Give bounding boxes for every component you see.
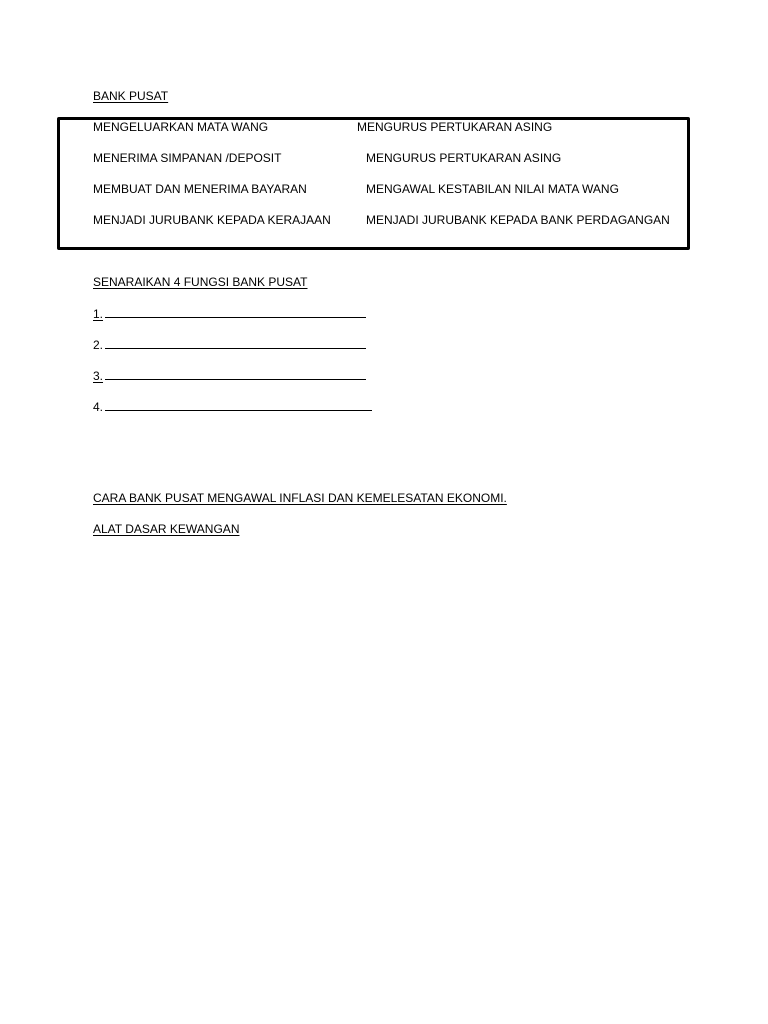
- answer-number: 1.: [93, 307, 104, 321]
- function-right-2: MENGURUS PERTUKARAN ASING: [366, 151, 562, 165]
- function-left-4: MENJADI JURUBANK KEPADA KERAJAAN: [93, 213, 331, 227]
- answer-number: 4.: [93, 400, 104, 414]
- function-right-1: MENGURUS PERTUKARAN ASING: [357, 120, 553, 134]
- question-heading: SENARAIKAN 4 FUNGSI BANK PUSAT: [93, 275, 308, 289]
- answer-number: 2.: [93, 338, 104, 352]
- function-left-2: MENERIMA SIMPANAN /DEPOSIT: [93, 151, 282, 165]
- function-right-3: MENGAWAL KESTABILAN NILAI MATA WANG: [366, 182, 619, 196]
- section-heading: CARA BANK PUSAT MENGAWAL INFLASI DAN KEMELESATAN EKONOMI.: [93, 491, 507, 505]
- function-right-4: MENJADI JURUBANK KEPADA BANK PERDAGANGAN: [366, 213, 670, 227]
- page-title: BANK PUSAT: [93, 89, 169, 103]
- answer-blank[interactable]: [105, 337, 366, 349]
- subheading: ALAT DASAR KEWANGAN: [93, 522, 240, 536]
- answer-number: 3.: [93, 369, 104, 383]
- function-left-3: MEMBUAT DAN MENERIMA BAYARAN: [93, 182, 307, 196]
- answer-line-2[interactable]: [93, 337, 366, 352]
- answer-blank[interactable]: [105, 368, 366, 380]
- answer-blank[interactable]: [105, 306, 366, 318]
- answer-line-4[interactable]: [93, 399, 372, 414]
- function-left-1: MENGELUARKAN MATA WANG: [93, 120, 269, 134]
- answer-line-1[interactable]: [93, 306, 366, 321]
- answer-line-3[interactable]: [93, 368, 366, 383]
- answer-blank[interactable]: [105, 399, 372, 411]
